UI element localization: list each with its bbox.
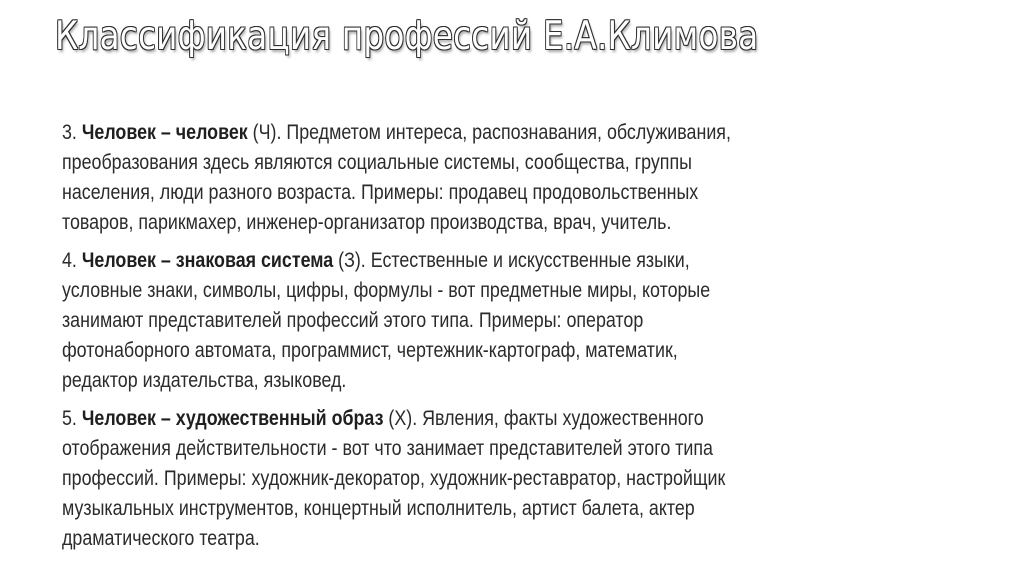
- item-text-line: Предметом интереса, распознавания, обслуживания,: [286, 121, 731, 144]
- item-heading: Человек – знаковая система: [81, 249, 334, 272]
- item-text-line: преобразования здесь являются социальные системы, сообщества, группы: [62, 151, 692, 174]
- item-number: 3.: [62, 121, 77, 144]
- item-code: (Х).: [388, 407, 418, 430]
- item-text-line: населения, люди разного возраста. Примеры: продавец продовольственных: [62, 181, 699, 204]
- item-text-line: условные знаки, символы, цифры, формулы - вот предметные миры, которые: [62, 279, 711, 302]
- slide-title: Классификация профессий Е.А.Климова: [55, 14, 759, 59]
- item-text-line: редактор издательства, языковед.: [62, 369, 347, 392]
- item-text-line: профессий. Примеры: художник-декоратор, художник-реставратор, настройщик: [62, 467, 726, 490]
- item-text-line: товаров, парикмахер, инженер-организатор производства, врач, учитель.: [62, 211, 672, 234]
- item-text-line: Естественные и искусственные языки,: [370, 249, 690, 272]
- item-text-line: драматического театра.: [62, 527, 260, 550]
- item-number: 4.: [62, 249, 77, 272]
- item-heading: Человек – человек: [81, 121, 248, 144]
- profession-type-3: [62, 118, 997, 238]
- item-code: (З).: [338, 249, 366, 272]
- item-text-line: фотонаборного автомата, программист, чертежник-картограф, математик,: [62, 339, 678, 362]
- item-number: 5.: [62, 407, 77, 430]
- paragraph-first-line: [62, 404, 997, 434]
- item-code: (Ч).: [252, 121, 282, 144]
- paragraph-first-line: [62, 118, 997, 148]
- profession-type-5: [62, 404, 997, 554]
- paragraph-first-line: [62, 246, 997, 276]
- slide-content: [62, 118, 997, 562]
- profession-type-4: [62, 246, 997, 396]
- item-text-line: отображения действительности - вот что занимает представителей этого типа: [62, 437, 713, 460]
- item-heading: Человек – художественный образ: [81, 407, 384, 430]
- item-text-line: занимают представителей профессий этого типа. Примеры: оператор: [62, 309, 644, 332]
- item-text-line: Явления, факты художественного: [422, 407, 704, 430]
- item-text-line: музыкальных инструментов, концертный исполнитель, артист балета, актер: [62, 497, 695, 520]
